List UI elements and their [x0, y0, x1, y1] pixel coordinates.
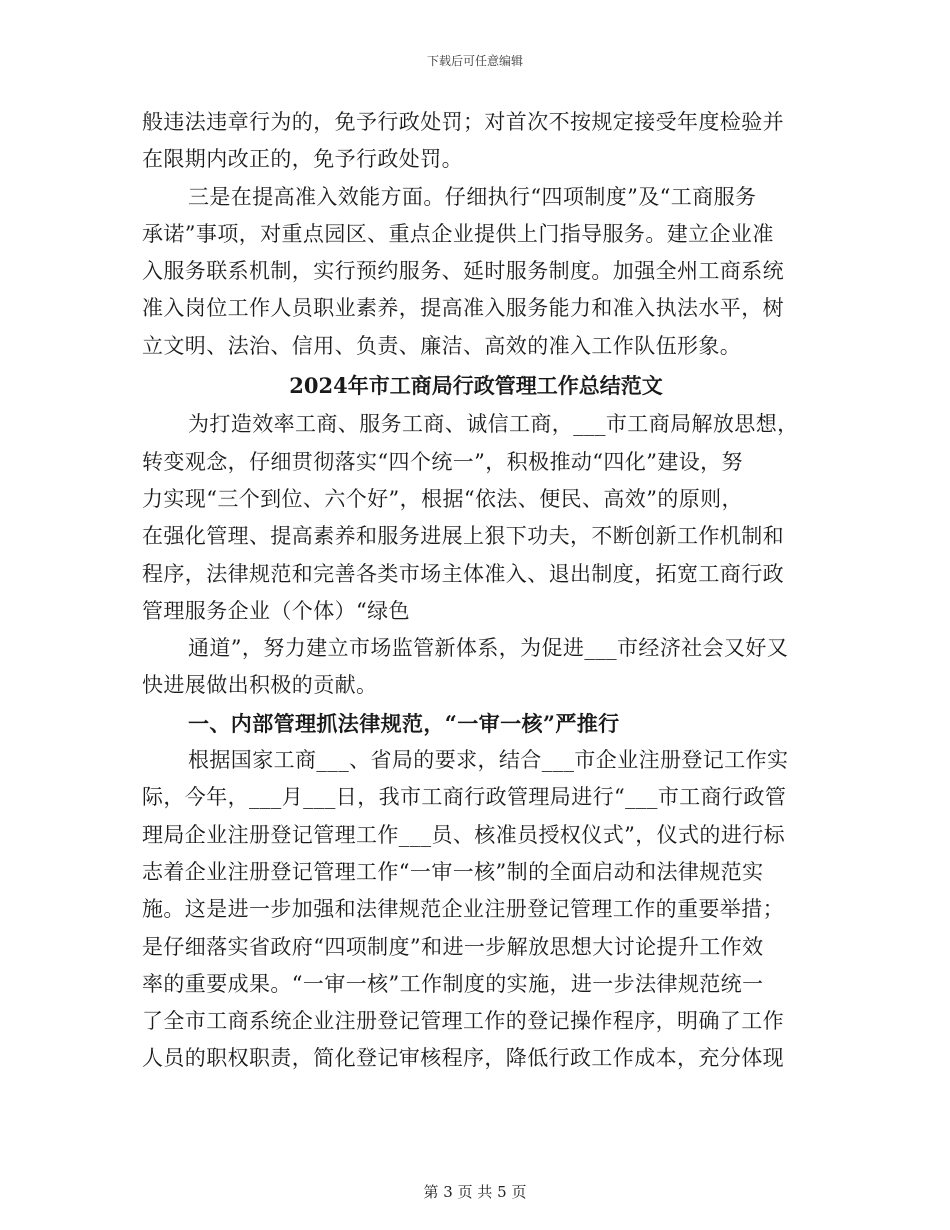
document-title: 2024年市工商局行政管理工作总结范文: [289, 373, 663, 399]
text-line: 施。这是进一步加强和法律规范企业注册登记管理工作的重要举措；: [142, 897, 784, 922]
text-line: 三是在提高准入效能方面。仔细执行“四项制度”及“工商服务: [188, 184, 757, 209]
page-number: 第 3 页 共 5 页: [423, 1183, 527, 1201]
section-heading: 一、内部管理抓法律规范，“一审一核”严推行: [188, 710, 620, 736]
text-line: 人员的职权职责，简化登记审核程序，降低行政工作成本，充分体现: [142, 1046, 784, 1071]
text-line: 转变观念，仔细贯彻落实“四个统一”，积极推动“四化”建设，努: [142, 449, 743, 474]
text-line: 通道”，努力建立市场监管新体系，为促进___市经济社会又好又: [188, 636, 789, 661]
text-line: 根据国家工商___、省局的要求，结合___市企业注册登记工作实: [188, 748, 789, 773]
text-line: 立文明、法治、信用、负责、廉洁、高效的准入工作队伍形象。: [142, 333, 742, 358]
text-line: 准入岗位工作人员职业素养，提高准入服务能力和准入执法水平，树: [142, 296, 784, 321]
text-line: 率的重要成果。“一审一核”工作制度的实施，进一步法律规范统一: [142, 971, 764, 996]
text-line: 为打造效率工商、服务工商、诚信工商，___市工商局解放思想，: [188, 412, 799, 437]
text-line: 理局企业注册登记管理工作___员、核准员授权仪式”，仪式的进行标: [142, 822, 786, 847]
document-body: [142, 104, 810, 1078]
text-line: 力实现“三个到位、六个好”，根据“依法、便民、高效”的原则，: [142, 486, 743, 511]
text-line: 程序，法律规范和完善各类市场主体准入、退出制度，拓宽工商行政: [142, 561, 784, 586]
text-line: 志着企业注册登记管理工作“一审一核”制的全面启动和法律规范实: [142, 859, 764, 884]
text-line: 际，今年，___月___日，我市工商行政管理局进行“___市工商行政管: [142, 785, 787, 810]
text-line: 是仔细落实省政府“四项制度”和进一步解放思想大讨论提升工作效: [142, 934, 764, 959]
text-line: 管理服务企业（个体）“绿色: [142, 598, 410, 623]
page-header-note: 下载后可任意编辑: [426, 54, 523, 68]
text-line: 了全市工商系统企业注册登记管理工作的登记操作程序，明确了工作: [142, 1009, 784, 1034]
text-line: 入服务联系机制，实行预约服务、延时服务制度。加强全州工商系统: [142, 259, 784, 284]
text-line: 在限期内改正的，免予行政处罚。: [142, 147, 463, 172]
text-line: 快进展做出积极的贡献。: [142, 673, 378, 698]
text-line: 承诺”事项，对重点园区、重点企业提供上门指导服务。建立企业准: [142, 221, 774, 246]
text-line: 在强化管理、提高素养和服务进展上狠下功夫，不断创新工作机制和: [142, 524, 784, 549]
text-line: 般违法违章行为的，免予行政处罚；对首次不按规定接受年度检验并: [142, 110, 784, 134]
